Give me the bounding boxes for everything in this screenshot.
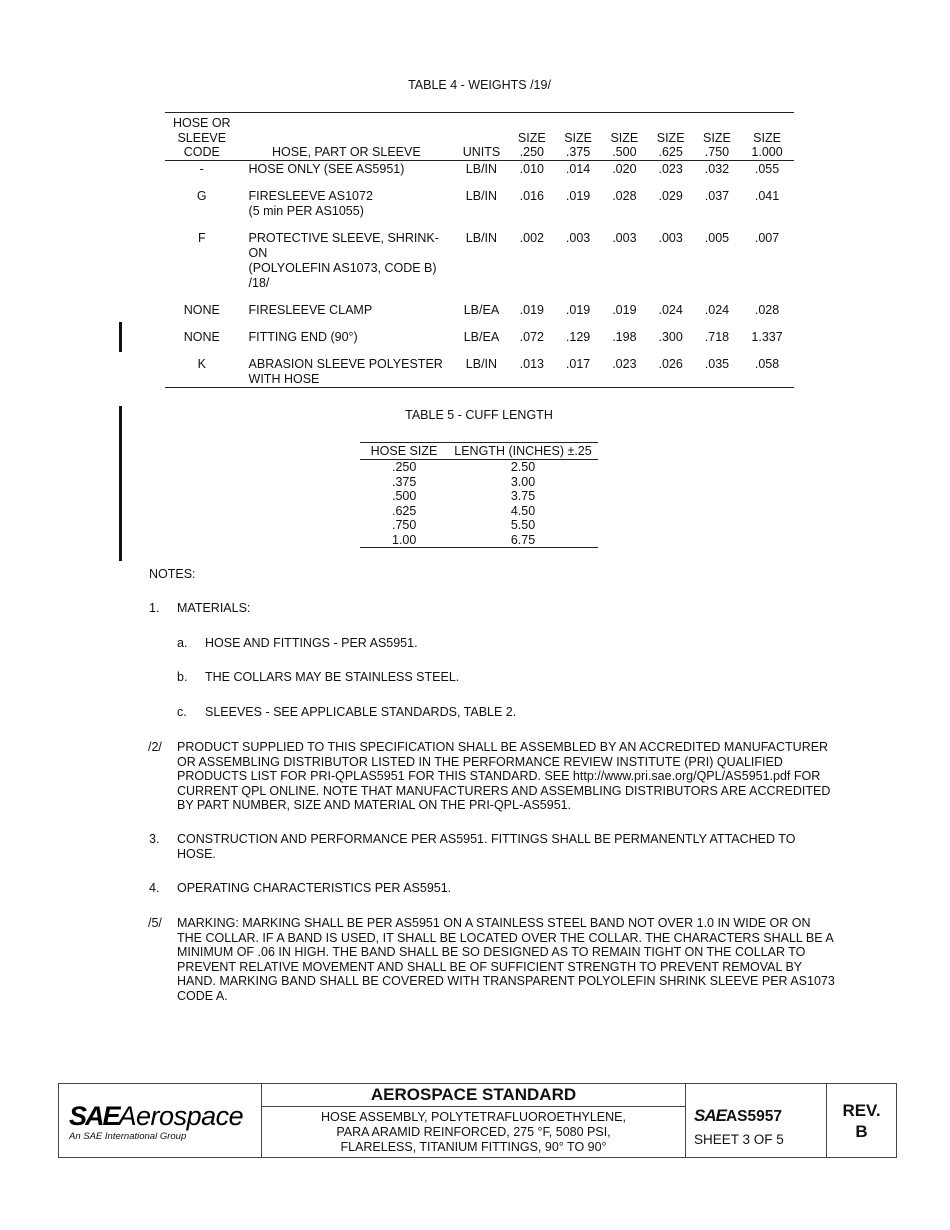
title-block	[58, 1083, 897, 1158]
note-number: /2/	[148, 740, 162, 754]
size-header: SIZE .750	[703, 130, 731, 159]
note-number: 3.	[149, 832, 160, 846]
length-header: LENGTH (INCHES) ±.25	[454, 444, 592, 458]
note-number: a.	[177, 636, 188, 650]
document-number: SAEAS5957	[694, 1106, 782, 1125]
revision: REV. B	[842, 1101, 881, 1141]
table-row: .625 4.50	[392, 503, 536, 518]
code-header: HOSE OR SLEEVE CODE	[172, 116, 231, 159]
table-row: F PROTECTIVE SLEEVE, SHRINK-ON (POLYOLEFIN AS1073, CODE B) /18/ LB/IN .002 .003 .003 .003 .005 .007	[197, 230, 780, 290]
sae-logo-small: SAE	[694, 1106, 726, 1125]
standard-description: HOSE ASSEMBLY, POLYTETRAFLUOROETHYLENE, PARA ARAMID REINFORCED, 275 °F, 5080 PSI, FLARELESS, TITANIUM FITTINGS, 90° TO 90°	[321, 1110, 626, 1154]
logo-cell	[59, 1084, 262, 1157]
note-text: SLEEVES - SEE APPLICABLE STANDARDS, TABLE 2.	[205, 705, 517, 719]
sae-aerospace-logo: SAEAerospace An SAE International Group	[69, 1101, 244, 1142]
revision-bar	[119, 406, 122, 561]
table-row: G FIRESLEEVE AS1072 (5 min PER AS1055) LB/IN .016 .019 .028 .029 .037 .041	[196, 188, 780, 218]
table-row: .750 5.50	[392, 518, 536, 532]
note-text: THE COLLARS MAY BE STAINLESS STEEL.	[205, 670, 460, 684]
size-header: SIZE .250	[517, 130, 546, 159]
logo-tagline: An SAE International Group	[69, 1131, 187, 1142]
table-row: .500 3.75	[392, 489, 536, 503]
size-header: SIZE .625	[656, 130, 685, 159]
note-number: 4.	[149, 881, 160, 895]
sheet-number: SHEET 3 OF 5	[694, 1132, 784, 1147]
table4-title: TABLE 4 - WEIGHTS /19/	[408, 78, 551, 92]
note-number: 1.	[149, 601, 160, 615]
weights-table	[165, 112, 794, 388]
table-row: .375 3.00	[392, 474, 536, 489]
table-row: NONE FITTING END (90°) LB/EA .072 .129 .198 .300 .718 1.337	[183, 329, 783, 344]
table-row: - HOSE ONLY (SEE AS5951) LB/IN .010 .014 .020 .023 .032 .055	[199, 161, 780, 176]
note-text: MARKING: MARKING SHALL BE PER AS5951 ON A STAINLESS STEEL BAND NOT OVER 1.0 IN WIDE OR ON THE COLLAR. IF A BAND IS USED, IT SHALL BE LOCATED OVER THE COLLAR. THE CHARACTERS SHALL BE A MINIMUM OF .06 IN HIGH. THE BAND SHALL BE SO DESIGNED AS TO REMAIN TIGHT ON THE COLLAR TO PREVENT RELATIVE MOVEMENT AND SHALL BE OF SUFFICIENT STRENGTH TO PREVENT REMOVAL BY HAND. MARKING BAND SHALL BE COVERED WITH TRANSPARENT POLYOLEFIN SHRINK SLEEVE PER AS1073 CODE A.	[177, 916, 835, 1003]
notes-heading: NOTES:	[149, 567, 196, 581]
size-header: SIZE .375	[564, 130, 592, 159]
standard-title: AEROSPACE STANDARD	[262, 1084, 685, 1107]
note-text: HOSE AND FITTINGS - PER AS5951.	[205, 636, 418, 650]
table-header-row	[360, 443, 598, 460]
table-row: 1.00 6.75	[360, 533, 598, 548]
document-number-cell	[686, 1084, 827, 1157]
size-header: SIZE 1.000	[751, 130, 783, 159]
note-number: b.	[177, 670, 188, 684]
revision-cell	[827, 1084, 896, 1157]
note-text: PRODUCT SUPPLIED TO THIS SPECIFICATION SHALL BE ASSEMBLED BY AN ACCREDITED MANUFACTURER OR ASSEMBLING DISTRIBUTOR LISTED IN THE PERFORMANCE REVIEW INSTITUTE (PRI) QUALIFIED PRODUCTS LIST FOR PRI-QPLAS5951 FOR THIS STANDARD. SEE http://www.pri.sae.org/QPL/AS5951.pdf FOR CURRENT QPL ONLINE. NOTE THAT MANUFACTURERS AND ASSEMBLING DISTRIBUTORS ARE ACCREDITED BY PART NUMBER, SIZE AND MATERIAL ON THE PRI-QPL-AS5951.	[177, 740, 831, 812]
item-header: HOSE, PART OR SLEEVE	[272, 145, 421, 159]
table-row: NONE FIRESLEEVE CLAMP LB/EA .019 .019 .019 .024 .024 .028	[183, 302, 780, 317]
table5-title: TABLE 5 - CUFF LENGTH	[405, 408, 553, 422]
revision-bar	[119, 322, 122, 352]
note-text: CONSTRUCTION AND PERFORMANCE PER AS5951. FITTINGS SHALL BE PERMANENTLY ATTACHED TO HOSE.	[177, 832, 796, 861]
note-number: /5/	[148, 916, 162, 930]
table-row: K ABRASION SLEEVE POLYESTER WITH HOSE LB/IN .013 .017 .023 .026 .035 .058	[165, 355, 794, 388]
hose-size-header: HOSE SIZE	[370, 444, 438, 458]
units-header: UNITS	[462, 145, 501, 159]
table-row: .250 2.50	[392, 460, 536, 474]
note-text: OPERATING CHARACTERISTICS PER AS5951.	[177, 881, 452, 895]
size-header: SIZE .500	[610, 130, 639, 159]
title-cell	[262, 1084, 686, 1157]
table-header-row	[165, 113, 794, 161]
note-text: MATERIALS:	[177, 601, 251, 615]
note-number: c.	[177, 705, 187, 719]
cuff-length-table	[360, 442, 598, 548]
